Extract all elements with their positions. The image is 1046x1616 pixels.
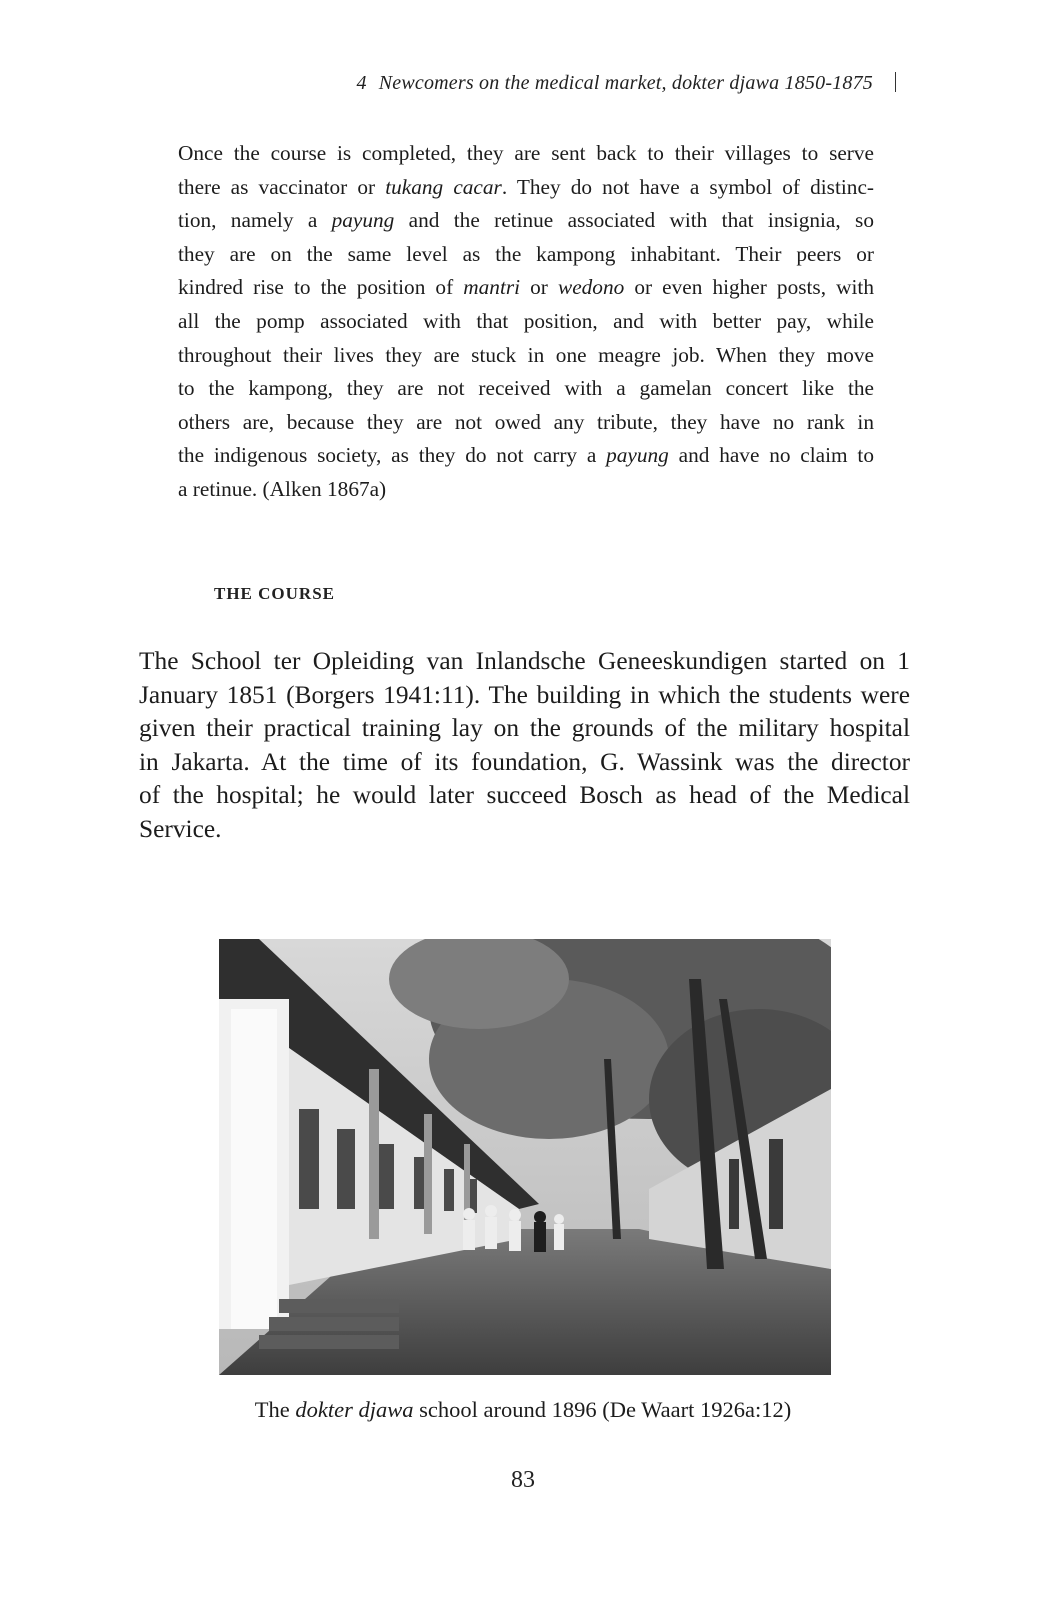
quote-italic-term: payung	[331, 208, 395, 233]
quote-text: a retinue. (Alken 1867a)	[178, 476, 387, 501]
chapter-title: Newcomers on the medical market, dokter djawa 1850-1875	[378, 72, 873, 94]
block-quote	[178, 137, 874, 507]
quote-text: or even higher posts, with	[624, 275, 874, 300]
quote-text: the indigenous society, as they do not carry a	[178, 443, 607, 468]
body-line: Service.	[139, 814, 222, 843]
chapter-number: 4	[356, 72, 367, 94]
section-heading: THE COURSE	[214, 584, 335, 603]
quote-text: . They do not have a symbol of distinc-	[501, 174, 874, 199]
quote-line	[178, 439, 874, 473]
quote-line	[178, 271, 874, 305]
quote-italic-term: mantri	[463, 275, 521, 300]
school-photo-image	[219, 939, 831, 1375]
quote-text: others are, because they are not owed any tribute, they have no rank in	[178, 409, 874, 434]
body-line: of the hospital; he would later succeed Bosch as head of the Medical	[139, 781, 910, 810]
body-line: given their practical training lay on the grounds of the military hospital	[139, 714, 910, 743]
quote-text: Once the course is completed, they are sent back to their villages to serve	[178, 141, 874, 165]
caption-text: school around 1896 (De Waart 1926a:12)	[413, 1397, 792, 1422]
caption-italic-term: dokter djawa	[295, 1397, 414, 1422]
quote-italic-term: payung	[606, 443, 669, 468]
quote-line	[178, 204, 874, 238]
quote-text: kindred rise to the position of	[178, 275, 464, 300]
page-number: 83	[511, 1467, 535, 1493]
quote-text: tion, namely a	[178, 208, 332, 233]
header-rule	[895, 72, 896, 92]
quote-italic-term: tukang cacar	[385, 174, 502, 199]
body-line: The School ter Opleiding van Inlandsche Geneeskundigen started on 1	[139, 647, 910, 675]
quote-line	[178, 372, 874, 406]
quote-text: throughout their lives they are stuck in one meagre job. When they move	[178, 342, 874, 367]
quote-text: all the pomp associated with that position, and with better pay, while	[178, 308, 874, 333]
quote-text: or	[520, 275, 558, 300]
quote-line	[178, 137, 874, 171]
quote-line	[178, 171, 874, 205]
quote-italic-term: wedono	[557, 275, 625, 300]
quote-line	[178, 305, 874, 339]
running-head	[357, 72, 896, 95]
quote-line	[178, 339, 874, 373]
quote-text: and the retinue associated with that insignia, so	[394, 208, 874, 233]
body-paragraph	[139, 645, 910, 847]
quote-text: to the kampong, they are not received with a gamelan concert like the	[178, 376, 874, 401]
body-line: January 1851 (Borgers 1941:11). The building in which the students were	[139, 680, 910, 709]
quote-text: and have no claim to	[668, 443, 874, 468]
quote-text: there as vaccinator or	[178, 174, 386, 199]
quote-line	[178, 473, 874, 507]
figure-caption	[0, 1397, 1046, 1423]
caption-text: The	[254, 1397, 296, 1422]
quote-line	[178, 238, 874, 272]
figure-photo	[219, 939, 831, 1375]
quote-text: they are on the same level as the kampong inhabitant. Their peers or	[178, 241, 874, 266]
quote-line	[178, 406, 874, 440]
body-line: in Jakarta. At the time of its foundation, G. Wassink was the director	[139, 747, 910, 776]
